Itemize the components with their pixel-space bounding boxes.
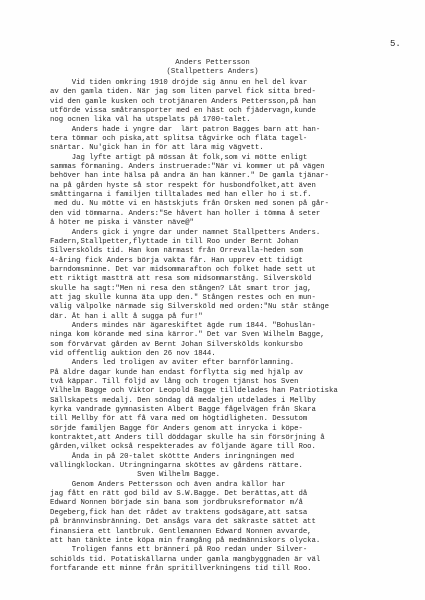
text-line: fortfarande ett minne från spritillverkningens tid till Roo. [50, 564, 312, 573]
text-line: vid offentlig auktion den 26 nov 1844. [50, 349, 216, 358]
text-line: kontraktet,att Anders till döddagar skulle ha sin försörjning å [50, 434, 325, 443]
text-line: Ända in på 20-talet sköttte Anders inringningen med [50, 452, 295, 461]
text-line: Degeberg,fick han det rådet av traktens godsägare,att satsa [50, 508, 308, 517]
text-line: tera tömmar och piska,att splitsa tågvirke och fläta tagel- [50, 135, 308, 144]
text-line: till Mellby för att få vara med om högtidligheten. Dessutom [50, 415, 308, 424]
text-line: finansiera ett lantbruk. Gentlemannen Edward Nonnen avvarde, [50, 527, 312, 536]
text-line: Vilhelm Bagge och Viktor Leopold Bagge tilldelades han Patriotiska [50, 387, 338, 396]
text-line: att han tänkte inte köpa min framgång på medmänniskors olycka. [50, 536, 321, 545]
chapter-subtitle: (Stallpetters Anders) [166, 68, 259, 77]
text-line: gården,vilket också respekterades av följande ägare till Roo. [50, 443, 316, 452]
text-line: barndomsminne. Det var midsommarafton och folket hade sett ut [50, 265, 316, 274]
chapter-title: Anders Pettersson [175, 59, 250, 67]
text-line: schiölds tid. Potatiskällarna under gamla mangbyggnaden är väl [50, 555, 321, 564]
text-line: som förvärvat gården av Bernt Johan Silverskölds konkursbo [50, 340, 303, 349]
text-line: Silverskölds tid. Han kom närmast från Orrevalla-heden som [50, 247, 303, 256]
text-line: den vid tömmarna. Anders:"Se håvert han holler i tömma å seter [50, 209, 321, 218]
text-line: välig välpolke närmade sig Silversköld med orden:"Nu står stånge [50, 303, 329, 312]
text-line: med du. Nu mötte vi en hästskjuts från Orsken med sonen på går- [50, 200, 329, 209]
text-line: Anders hade i yngre dar lärt patron Bagges barn att han- [50, 125, 321, 134]
text-line: nog ocnen lika väl ha utspelats på 1700-talet. [50, 116, 251, 125]
text-line: Fadern,Stallpetter,flyttade in till Roo under Bernt Johan [50, 237, 299, 246]
text-line: Jag lyfte artigt på mössan åt folk,som vi mötte enligt [50, 153, 308, 162]
text-line: skulle ha sagt:"Men ni resa den stången? Låt smart tror jag, [50, 284, 312, 293]
text-line: Anders mindes när ägareskiftet ägde rum 1844. "Bohuslän- [50, 321, 316, 330]
text-line: På äldre dagar kunde han endast förflytta sig med hjälp av [50, 368, 303, 377]
text-line: Vid tiden omkring 1910 dröjde sig ännu en hel del kvar [50, 79, 308, 87]
text-line: vid den gamle kusken och trotjänaren Anders Pettersson,på han [50, 97, 316, 106]
text-line: av den gamla tiden. När jag som liten parvel fick sitta bred- [50, 88, 316, 97]
text-line: Anders gick i yngre dar under namnet Stallpetters Anders. [50, 228, 321, 237]
text-line: vällingklockan. Utringningarna sköttes av gårdens rättare. [50, 462, 303, 471]
text-line: Anders led troligen av aviter efter barnförlamning. [50, 359, 295, 368]
page-number: 5. [390, 39, 401, 49]
text-line: sammas förmaning. Anders instruerade:"När vi kommer ut på vägen [50, 163, 325, 172]
text-line: Sällskapets medalj. Den söndag då medaljen utdelades i Mellby [50, 396, 316, 405]
chapter-heading [0, 59, 425, 78]
text-line: kyrka vandrade gymnasisten Albert Bagge fågelvägen från Skara [50, 406, 316, 415]
body-text [50, 79, 420, 574]
text-line: Troligen fanns ett brännerí på Roo redan under Silver- [50, 546, 308, 555]
text-line: Edward Nonnen började sin bana som jordbruksreformator m/å [50, 499, 303, 508]
text-line: utförde vissa småtransporter med en häst och fjädervagn,kunde [50, 107, 316, 116]
text-line: jag fått en rätt god bild av S.W.Bagge. Det berättas,att då [50, 490, 308, 499]
text-line: att jag skulle kunna äta upp den." Stången restes och en mun- [50, 293, 316, 302]
text-line: behöver han inte hälsa på andra än han känner." De gamla tjänar- [50, 172, 329, 181]
text-line: Sven Wilhelm Bagge. [50, 471, 220, 480]
text-line: Genom Anders Pettersson och även andra källor har [50, 480, 286, 489]
text-line: där. Ät han i allt å sugga på fur!" [50, 312, 203, 321]
text-line: på brännvinsbränning. Det ansågs vara det säkraste sättet att [50, 518, 316, 527]
text-line: sörjde familjen Bagge för Anders genom att inrycka i köpe- [50, 424, 303, 433]
text-line: å höter me piska i vänster näve@" [50, 219, 194, 228]
text-line: ninga kom körande med sina kärror." Det var Sven Wilhelm Bagge, [50, 331, 325, 340]
text-line: småttingarna i familjen tilltalades med han eller ho i st.f. [50, 191, 312, 200]
text-line: 4-åring fick Anders börja vakta får. Han upprev ett tidigt [50, 256, 303, 265]
text-line: två käppar. Till följd av lång och trogen tjänst hos Sven [50, 378, 299, 386]
text-line: ett riktigt mastträ att resa som midsommarstång. Silversköld [50, 275, 312, 284]
text-line: na på gården hyste så stor respekt för husbondfolket,att även [50, 181, 316, 190]
text-line: snärtar. Nu'gick han in för att lära mig vägvett. [50, 144, 264, 153]
